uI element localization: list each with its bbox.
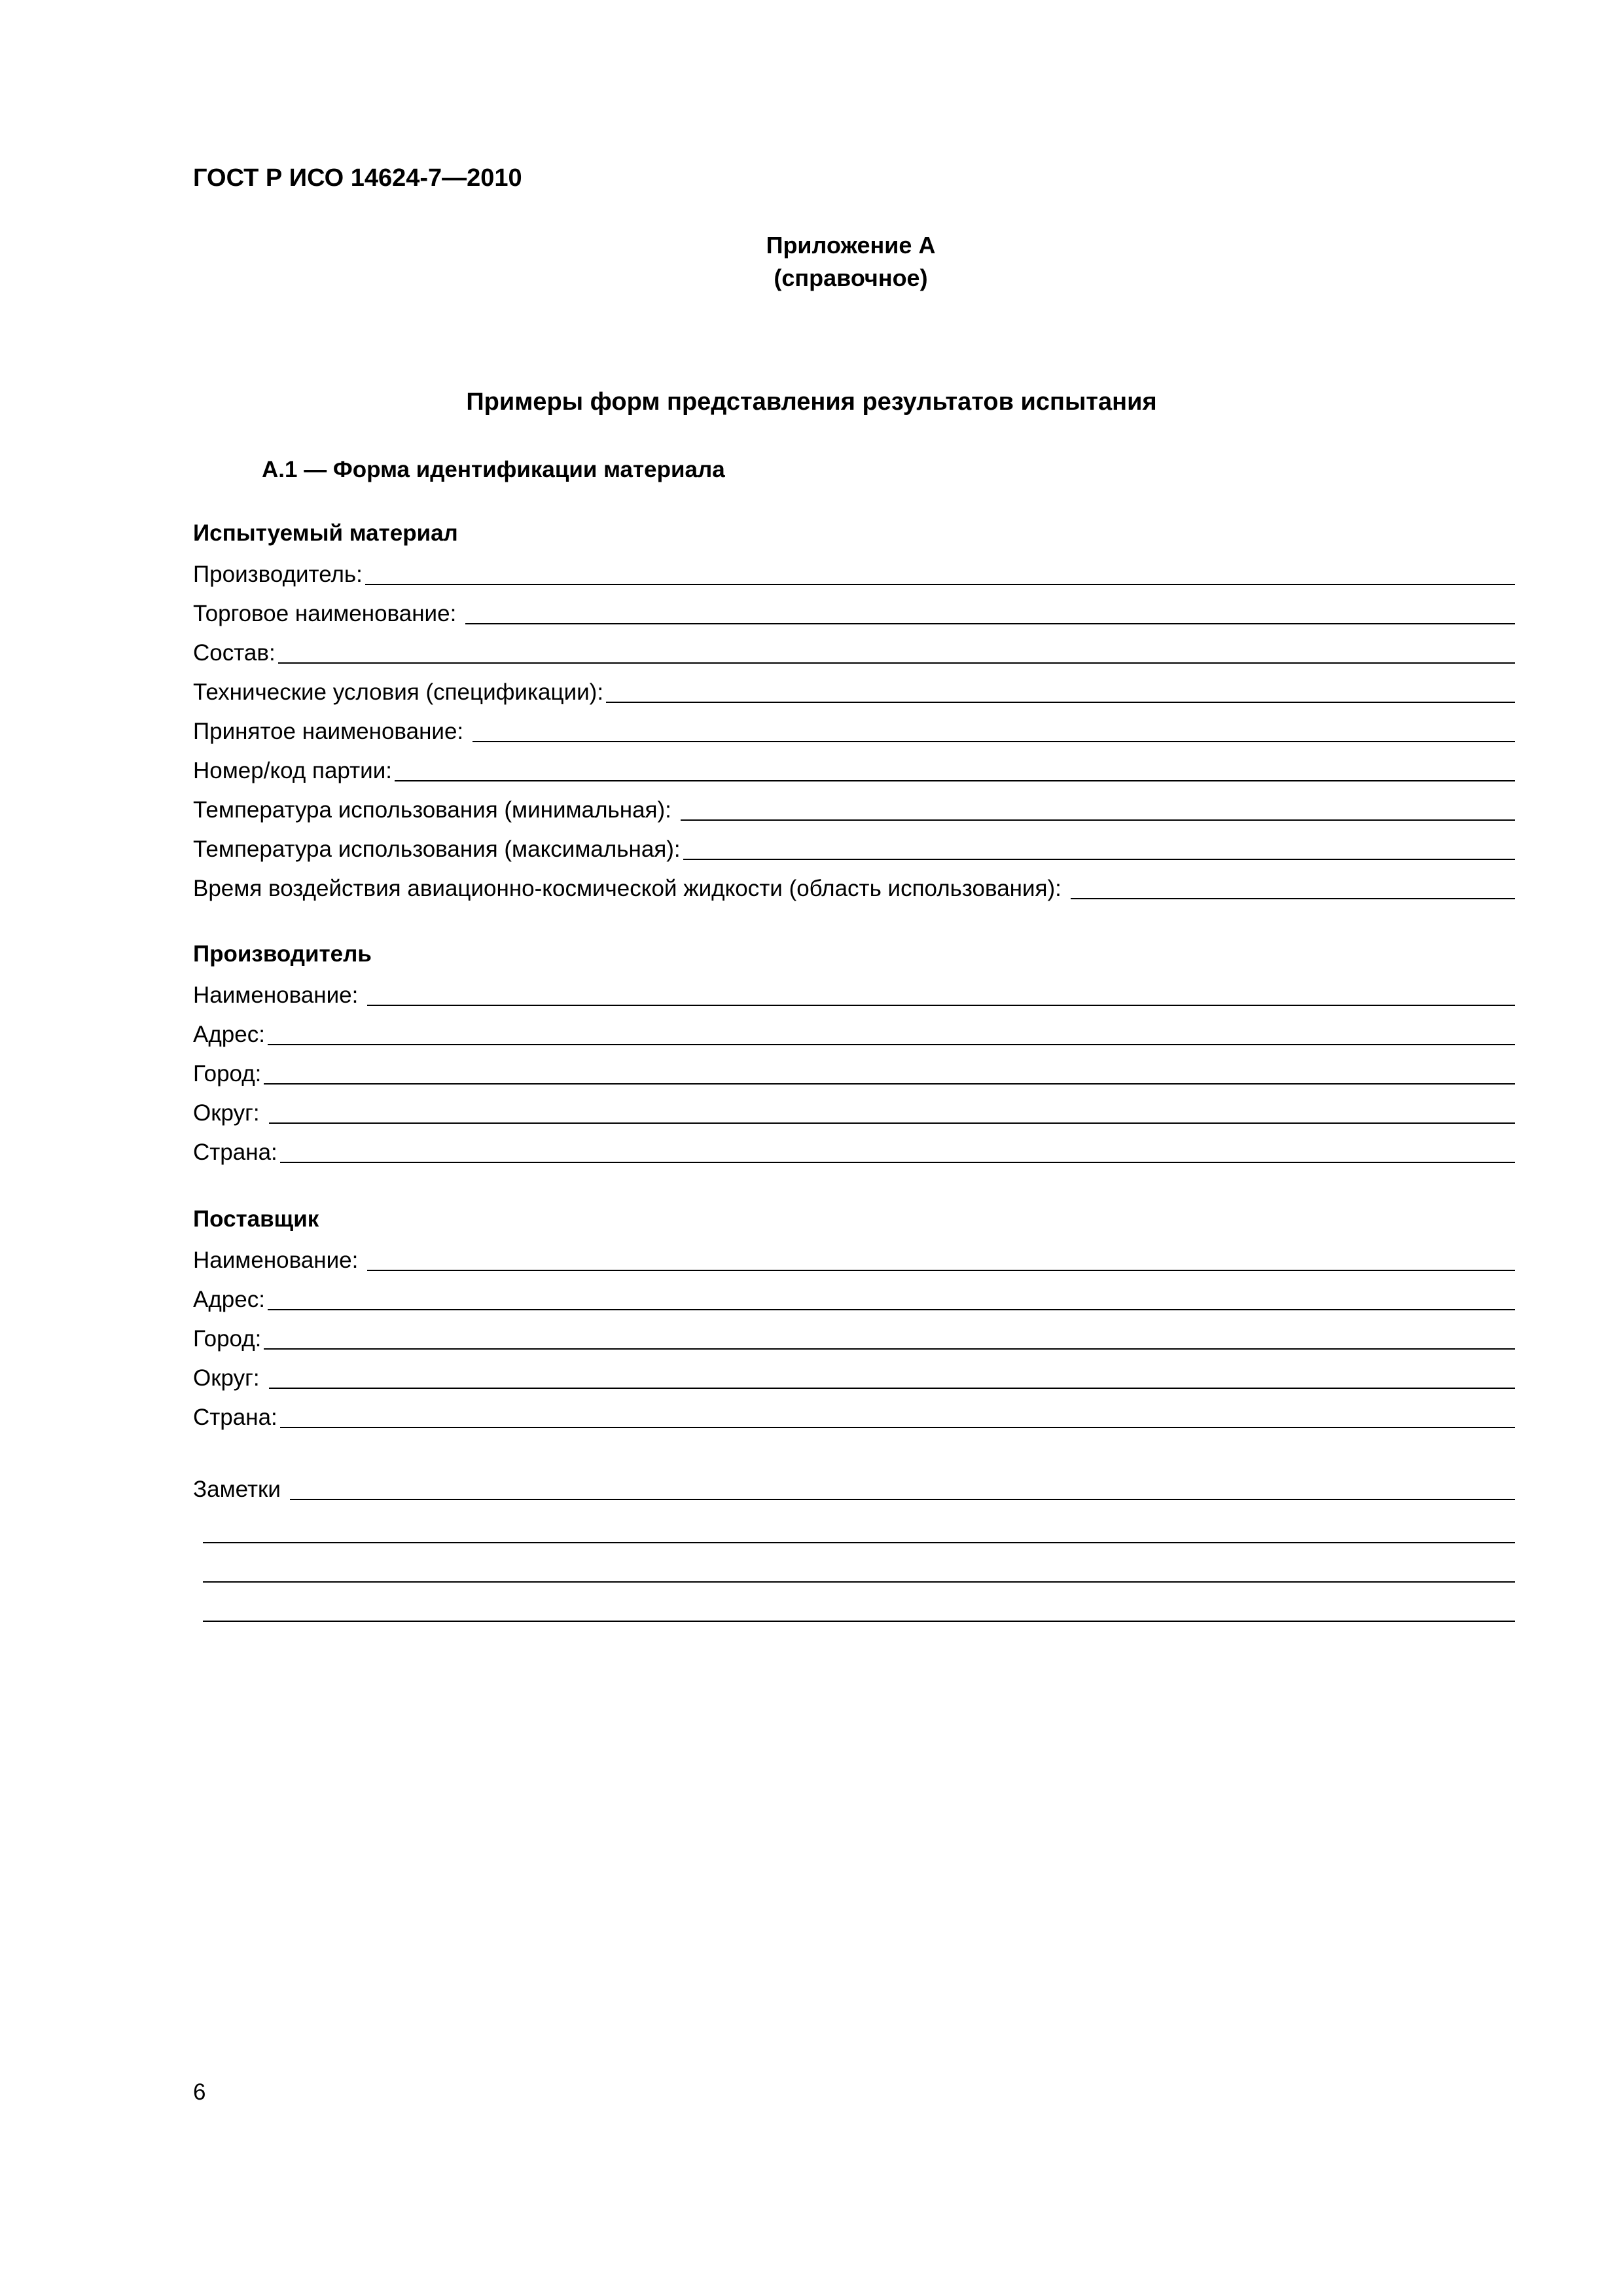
fill-in-line[interactable] — [367, 1270, 1515, 1271]
material-section-title: Испытуемый материал — [193, 520, 458, 546]
notes-label: Заметки — [193, 1477, 281, 1502]
manufacturer-field-country[interactable] — [193, 1136, 1515, 1167]
appendix-subtitle: (справочное) — [774, 264, 928, 291]
fill-in-line[interactable] — [1071, 898, 1515, 899]
material-field-batch-code[interactable] — [193, 754, 1515, 785]
fill-in-line[interactable] — [465, 623, 1515, 624]
field-label: Время воздействия авиационно-космической жидкости (область использования): — [193, 876, 1061, 901]
field-label: Адрес: — [193, 1022, 265, 1047]
fill-in-line[interactable] — [395, 780, 1515, 781]
fill-in-line[interactable] — [280, 1427, 1515, 1428]
fill-in-line[interactable] — [290, 1499, 1515, 1500]
field-label: Страна: — [193, 1405, 277, 1430]
appendix-title: Приложение А — [766, 232, 936, 259]
supplier-field-district[interactable] — [193, 1361, 1515, 1393]
fill-in-line[interactable] — [681, 819, 1515, 821]
field-label: Округ: — [193, 1100, 260, 1126]
field-label: Производитель: — [193, 562, 363, 587]
field-label: Наименование: — [193, 982, 359, 1008]
page-number: 6 — [193, 2079, 206, 2105]
fill-in-line[interactable] — [367, 1005, 1515, 1006]
field-label: Адрес: — [193, 1287, 265, 1312]
field-label: Температура использования (минимальная): — [193, 797, 671, 823]
field-label: Состав: — [193, 640, 276, 666]
field-label: Температура использования (максимальная): — [193, 836, 681, 862]
field-label: Номер/код партии: — [193, 758, 392, 783]
material-field-temp-min[interactable] — [193, 793, 1515, 825]
supplier-field-country[interactable] — [193, 1401, 1515, 1432]
notes-blank-line[interactable] — [203, 1581, 1515, 1583]
fill-in-line[interactable] — [268, 1309, 1515, 1310]
field-label: Технические условия (спецификации): — [193, 679, 604, 705]
subsection-title: А.1 — Форма идентификации материала — [262, 457, 725, 482]
fill-in-line[interactable] — [268, 1044, 1515, 1045]
field-label: Наименование: — [193, 1247, 359, 1273]
fill-in-line[interactable] — [606, 702, 1515, 703]
manufacturer-section-title: Производитель — [193, 941, 372, 967]
manufacturer-field-address[interactable] — [193, 1018, 1515, 1049]
fill-in-line[interactable] — [278, 662, 1515, 664]
material-field-specifications[interactable] — [193, 675, 1515, 707]
notes-blank-line[interactable] — [203, 1542, 1515, 1543]
fill-in-line[interactable] — [365, 584, 1515, 585]
material-field-manufacturer[interactable] — [193, 558, 1515, 589]
material-field-accepted-name[interactable] — [193, 715, 1515, 746]
field-label: Страна: — [193, 1139, 277, 1165]
manufacturer-field-city[interactable] — [193, 1057, 1515, 1088]
supplier-section-title: Поставщик — [193, 1206, 319, 1232]
main-title: Примеры форм представления результатов испытания — [466, 388, 1157, 416]
field-label: Принятое наименование: — [193, 719, 464, 744]
fill-in-line[interactable] — [264, 1083, 1515, 1085]
field-label: Город: — [193, 1326, 262, 1352]
manufacturer-field-district[interactable] — [193, 1096, 1515, 1128]
fill-in-line[interactable] — [269, 1388, 1515, 1389]
field-label: Город: — [193, 1061, 262, 1086]
field-label: Торговое наименование: — [193, 601, 457, 626]
supplier-field-name[interactable] — [193, 1244, 1515, 1275]
fill-in-line[interactable] — [280, 1162, 1515, 1163]
field-label: Округ: — [193, 1365, 260, 1391]
fill-in-line[interactable] — [473, 741, 1515, 742]
manufacturer-field-name[interactable] — [193, 978, 1515, 1010]
fill-in-line[interactable] — [683, 859, 1515, 860]
notes-blank-line[interactable] — [203, 1621, 1515, 1622]
fill-in-line[interactable] — [269, 1122, 1515, 1124]
material-field-temp-max[interactable] — [193, 833, 1515, 864]
supplier-field-address[interactable] — [193, 1283, 1515, 1314]
supplier-field-city[interactable] — [193, 1322, 1515, 1354]
notes-field[interactable] — [193, 1473, 1515, 1504]
material-field-trade-name[interactable] — [193, 597, 1515, 628]
fill-in-line[interactable] — [264, 1348, 1515, 1350]
document-code-header: ГОСТ Р ИСО 14624-7—2010 — [193, 164, 522, 192]
material-field-fluid-exposure[interactable] — [193, 872, 1515, 903]
material-field-composition[interactable] — [193, 636, 1515, 668]
